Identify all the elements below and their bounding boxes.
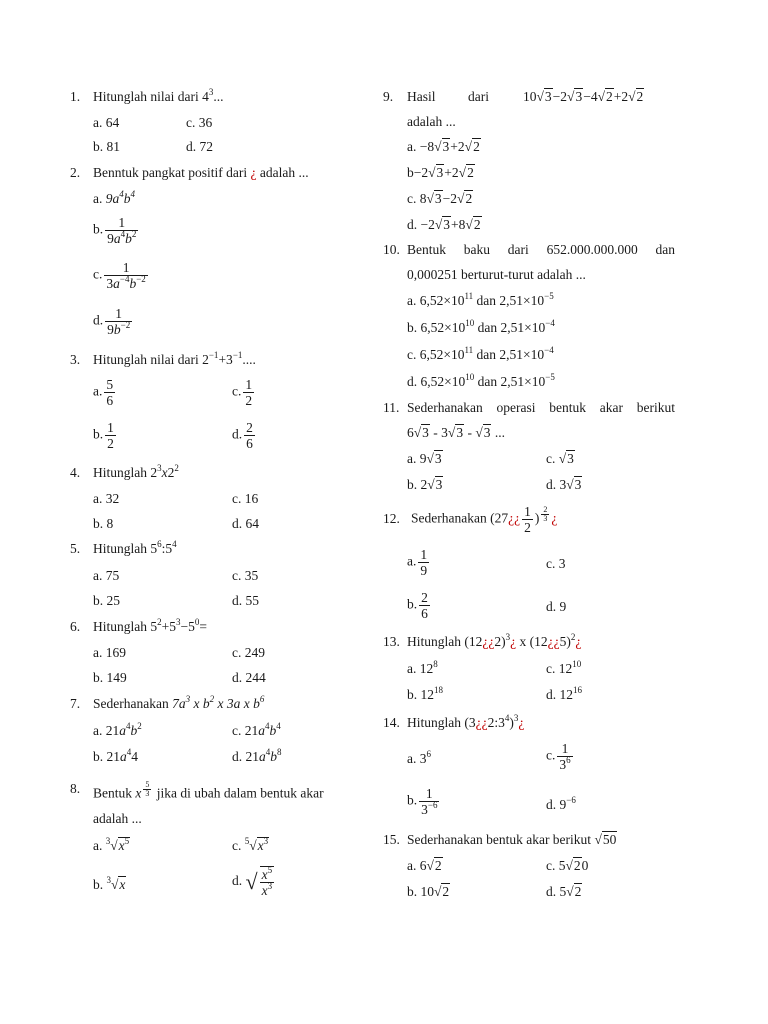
q13-option-b: b. $12^{18}$ [407, 685, 443, 702]
q10-option-a: a. $6,52\times 10^{11}$ dan $2,51\times 10^{-5}$ [407, 291, 554, 308]
q5-option-d: d. 55 [232, 593, 259, 608]
q6-option-d: d. 244 [232, 670, 266, 685]
q3-option-d: d. $\frac{2}{6}$ [232, 420, 253, 451]
q6-option-b: b. 149 [93, 670, 127, 685]
q6-question: Hitunglah $5^2+5^3-5^0=$ [93, 617, 207, 634]
q10-question: Bentuk baku dari 652.000.000.000 dan [407, 242, 675, 257]
q7-question: Sederhanakan $7a^3$ x $b^2$ x 3a x $b^6$ [93, 694, 265, 711]
q14-option-b: b. $\frac{1}{3^{-6}}$ [407, 786, 438, 817]
q8-option-b: b. $^3$√x [93, 875, 126, 892]
q10-line2: 0,000251 berturut-turut adalah ... [407, 267, 586, 282]
q12-option-a: a. $\frac{1}{9}$ [407, 547, 428, 578]
q15-number: 15. [383, 832, 400, 847]
q8-number: 8. [70, 781, 81, 796]
q15-option-d: d. 5√2 [546, 884, 582, 899]
q12-question: Sederhanakan (27¿¿ $\frac{1}{2}$ ) $^{\frac{2}{3}}$ ¿ [411, 504, 558, 535]
q3-option-a: a. $\frac{5}{6}$ [93, 377, 114, 408]
q4-option-d: d. 64 [232, 516, 259, 531]
q13-option-c: c. $12^{10}$ [546, 659, 582, 676]
q15-option-a: a. 6√2 [407, 858, 442, 873]
q5-option-a: a. 75 [93, 568, 120, 583]
q3-number: 3. [70, 352, 81, 367]
q2-number: 2. [70, 165, 81, 180]
q7-option-d: d. $21a^4b^8$ [232, 747, 282, 764]
q9-line2: adalah ... [407, 114, 456, 129]
q15-question: Sederhanakan bentuk akar berikut √50 [407, 832, 617, 847]
q14-option-d: d. $9^{-6}$ [546, 795, 576, 812]
q1-question: Hitunglah nilai dari $4^3$... [93, 87, 224, 104]
q1-option-b: b. 81 [93, 139, 120, 154]
q6-option-a: a. 169 [93, 645, 126, 660]
q4-option-a: a. 32 [93, 491, 120, 506]
q14-option-c: c. $\frac{1}{3^6}$ [546, 741, 571, 772]
q4-option-b: b. 8 [93, 516, 114, 531]
q10-option-c: c. $6,52\times 10^{11}$ dan $2,51\times 10^{-4}$ [407, 345, 554, 362]
q7-number: 7. [70, 696, 81, 711]
q9-word-dari: dari [468, 89, 489, 104]
q10-number: 10. [383, 242, 400, 257]
q13-option-d: d. $12^{16}$ [546, 685, 582, 702]
q9-option-a: a. −8√3+2√2 [407, 139, 480, 154]
q14-option-a: a. $3^6$ [407, 749, 431, 766]
q5-option-c: c. 35 [232, 568, 259, 583]
q7-option-c: c. $21a^4b^4$ [232, 721, 281, 738]
q2-option-b: b. $\frac{1}{9a^4b^2}$ [93, 215, 137, 246]
q3-question: Hitunglah nilai dari $2^{-1}+3^{-1}$.... [93, 350, 256, 367]
q1-option-c: c. 36 [186, 115, 213, 130]
q2-option-c: c. $\frac{1}{3a^{-4}b^{-2}}$ [93, 260, 146, 291]
q6-number: 6. [70, 619, 81, 634]
q9-option-b: b−2√3+2√2 [407, 165, 474, 180]
q15-option-b: b. 10√2 [407, 884, 450, 899]
q10-option-b: b. $6,52\times 10^{10}$ dan $2,51\times 10^{-4}$ [407, 318, 555, 335]
q12-option-c: c. 3 [546, 556, 566, 571]
q11-question: Sederhanakan operasi bentuk akar berikut [407, 400, 675, 415]
q9-option-c: c. 8√3−2√2 [407, 191, 473, 206]
q9-word-hasil: Hasil [407, 89, 436, 104]
q9-option-d: d. −2√3+8√2 [407, 217, 481, 232]
q7-option-b: b. $21a^44$ [93, 747, 138, 764]
q13-option-a: a. $12^8$ [407, 659, 438, 676]
q2-question: Benntuk pangkat positif dari ¿ adalah ... [93, 165, 309, 180]
q12-option-d: d. 9 [546, 599, 567, 614]
q13-question: Hitunglah (12¿¿2)$^3$¿ x (12¿¿5)$^2$¿ [407, 632, 582, 649]
q8-line2: adalah ... [93, 811, 142, 826]
q11-option-c: c. √3 [546, 451, 574, 466]
q9-expression: 10√3−2√3−4√2+2√2 [523, 89, 644, 104]
q11-option-b: b. 2√3 [407, 477, 443, 492]
q5-number: 5. [70, 541, 81, 556]
q10-option-d: d. $6,52\times 10^{10}$ dan $2,51\times 10^{-5}$ [407, 372, 555, 389]
q5-option-b: b. 25 [93, 593, 120, 608]
q8-option-c: c. $^5√x^3$ [232, 836, 269, 853]
q12-number: 12. [383, 511, 400, 526]
q1-option-d: d. 72 [186, 139, 213, 154]
q4-number: 4. [70, 465, 81, 480]
q2-option-d: d. $\frac{1}{9b^{-2}}$ [93, 306, 131, 337]
q2-option-a: a. $9a^4b^4$ [93, 189, 135, 206]
q12-option-b: b. $\frac{2}{6}$ [407, 590, 428, 621]
q8-option-d: d. √ $\frac{x^5}{x^3}$ [232, 865, 273, 898]
q1-option-a: a. 64 [93, 115, 120, 130]
q5-question: Hitunglah $5^6:5^4$ [93, 539, 177, 556]
q8-option-a: a. $^3√x^5$ [93, 836, 130, 853]
q15-option-c: c. 5√20 [546, 858, 589, 873]
q13-number: 13. [383, 634, 400, 649]
q4-option-c: c. 16 [232, 491, 259, 506]
q9-number: 9. [383, 89, 394, 104]
q8-question: Bentuk x $^{\frac{5}{3}}$ jika di ubah dalam bentuk akar [93, 780, 324, 801]
q11-option-a: a. 9√3 [407, 451, 442, 466]
q11-option-d: d. 3√3 [546, 477, 582, 492]
q7-option-a: a. $21a^4b^2$ [93, 721, 142, 738]
q11-number: 11. [383, 400, 400, 415]
q6-option-c: c. 249 [232, 645, 265, 660]
q3-option-b: b. $\frac{1}{2}$ [93, 420, 114, 451]
q1-number: 1. [70, 89, 81, 104]
q14-number: 14. [383, 715, 400, 730]
q3-option-c: c. $\frac{1}{2}$ [232, 377, 253, 408]
q14-question: Hitunglah $(3¿¿2:3^4)^3¿$ [407, 713, 525, 730]
q11-expression: 6√3 - 3√3 - √3 ... [407, 425, 505, 440]
q4-question: Hitunglah $2^3x2^2$ [93, 463, 179, 480]
